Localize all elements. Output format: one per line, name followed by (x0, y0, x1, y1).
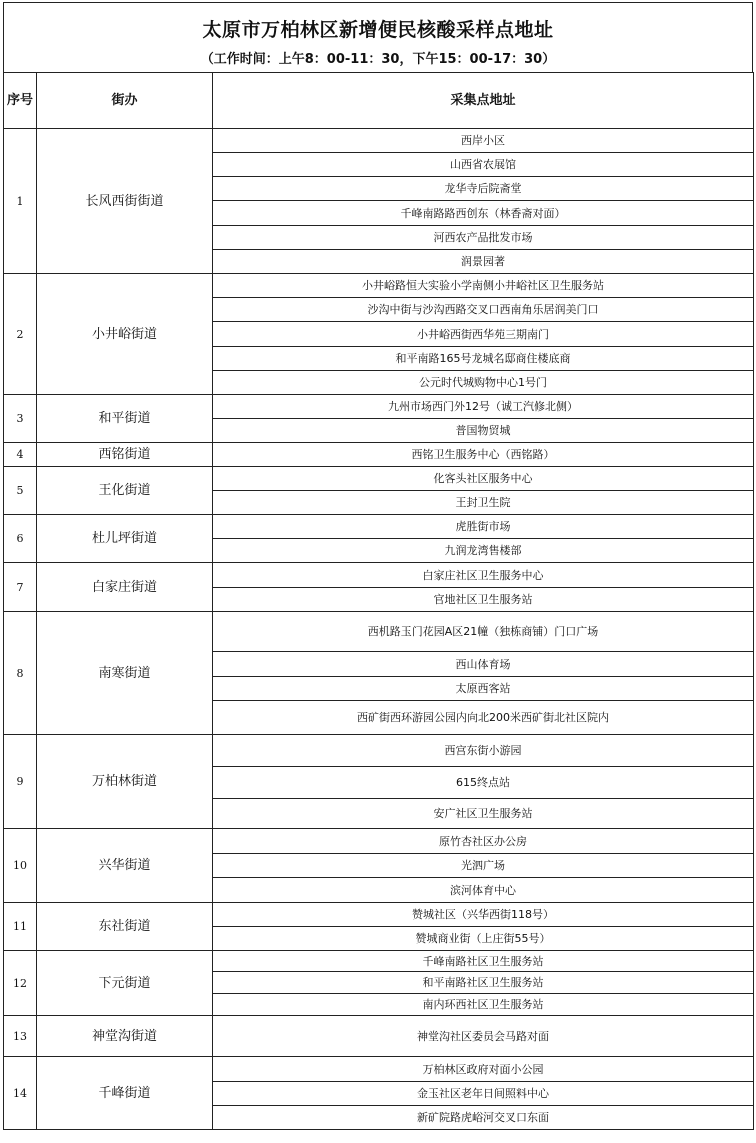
sampling-site-address: 官地社区卫生服务站 (213, 588, 754, 612)
table-row (4, 515, 754, 539)
sampling-site-address: 河西农产品批发市场 (213, 226, 754, 250)
row-number: 4 (4, 443, 37, 467)
sampling-sites-table (3, 72, 754, 1130)
row-number: 10 (4, 829, 37, 903)
table-row (4, 1057, 754, 1082)
street-office: 兴华街道 (37, 829, 213, 903)
sampling-site-address: 西岸小区 (213, 129, 754, 153)
sampling-site-address: 615终点站 (213, 767, 754, 799)
sampling-site-address: 赞城社区（兴华西街118号） (213, 903, 754, 927)
sampling-site-address: 西机路玉门花园A区21幢（独栋商铺）门口广场 (213, 612, 754, 652)
row-number: 13 (4, 1016, 37, 1057)
sampling-site-address: 西宫东街小游园 (213, 735, 754, 767)
street-office: 白家庄街道 (37, 563, 213, 612)
sampling-site-address: 原竹杏社区办公房 (213, 829, 754, 854)
street-office: 千峰街道 (37, 1057, 213, 1130)
page-title: 太原市万柏林区新增便民核酸采样点地址 (202, 19, 554, 41)
street-office: 长风西街街道 (37, 129, 213, 274)
sampling-site-address: 万柏林区政府对面小公园 (213, 1057, 754, 1082)
header-address: 采集点地址 (213, 73, 754, 129)
sampling-site-address: 小井峪西街西华苑三期南门 (213, 322, 754, 347)
sampling-site-address: 虎胜街市场 (213, 515, 754, 539)
sampling-site-address: 九润龙湾售楼部 (213, 539, 754, 563)
sampling-site-address: 普国物贸城 (213, 419, 754, 443)
table-row (4, 1016, 754, 1057)
sampling-site-address: 西铭卫生服务中心（西铭路） (213, 443, 754, 467)
sampling-site-address: 光泗广场 (213, 854, 754, 878)
street-office: 杜儿坪街道 (37, 515, 213, 563)
sampling-site-address: 和平南路社区卫生服务站 (213, 972, 754, 994)
sampling-site-address: 王封卫生院 (213, 491, 754, 515)
street-office: 王化街道 (37, 467, 213, 515)
sampling-site-address: 新矿院路虎峪河交叉口东面 (213, 1106, 754, 1130)
street-office: 南寒街道 (37, 612, 213, 735)
row-number: 1 (4, 129, 37, 274)
street-office: 下元街道 (37, 951, 213, 1016)
table-row (4, 129, 754, 153)
header-no: 序号 (4, 73, 37, 129)
sampling-site-address: 滨河体育中心 (213, 878, 754, 903)
sampling-site-address: 九州市场西门外12号（诚工汽修北侧） (213, 395, 754, 419)
sampling-site-address: 赞城商业街（上庄街55号） (213, 927, 754, 951)
sampling-site-address: 安广社区卫生服务站 (213, 799, 754, 829)
table-row (4, 735, 754, 767)
table-row (4, 467, 754, 491)
row-number: 6 (4, 515, 37, 563)
table-row (4, 274, 754, 298)
sampling-site-address: 西矿街西环游园公园内向北200米西矿街北社区院内 (213, 701, 754, 735)
table-row (4, 903, 754, 927)
table-row (4, 395, 754, 419)
row-number: 2 (4, 274, 37, 395)
sampling-site-address: 千峰南路社区卫生服务站 (213, 951, 754, 972)
sampling-site-address: 南内环西社区卫生服务站 (213, 994, 754, 1016)
sampling-site-address: 神堂沟社区委员会马路对面 (213, 1016, 754, 1057)
street-office: 小井峪街道 (37, 274, 213, 395)
table-row (4, 829, 754, 854)
street-office: 万柏林街道 (37, 735, 213, 829)
header-street: 街办 (37, 73, 213, 129)
sampling-site-address: 白家庄社区卫生服务中心 (213, 563, 754, 588)
sampling-site-address: 和平南路165号龙城名邸商住楼底商 (213, 347, 754, 371)
street-office: 西铭街道 (37, 443, 213, 467)
document-header (3, 2, 753, 72)
row-number: 8 (4, 612, 37, 735)
table-row (4, 563, 754, 588)
sampling-site-address: 山西省农展馆 (213, 153, 754, 177)
sampling-site-address: 龙华寺后院斋堂 (213, 177, 754, 201)
street-office: 和平街道 (37, 395, 213, 443)
table-body (4, 129, 754, 1130)
work-hours-subtitle: （工作时间：上午8：00-11：30，下午15：00-17：30） (200, 52, 556, 67)
table-row (4, 443, 754, 467)
sampling-site-address: 西山体育场 (213, 652, 754, 677)
row-number: 3 (4, 395, 37, 443)
street-office: 东社街道 (37, 903, 213, 951)
table-header-row (4, 73, 754, 129)
sampling-site-address: 公元时代城购物中心1号门 (213, 371, 754, 395)
table-row (4, 951, 754, 972)
sampling-site-address: 化客头社区服务中心 (213, 467, 754, 491)
sampling-site-address: 小井峪路恒大实验小学南侧小井峪社区卫生服务站 (213, 274, 754, 298)
row-number: 12 (4, 951, 37, 1016)
sampling-site-address: 太原西客站 (213, 677, 754, 701)
sampling-site-address: 金玉社区老年日间照料中心 (213, 1082, 754, 1106)
row-number: 9 (4, 735, 37, 829)
row-number: 7 (4, 563, 37, 612)
sampling-site-address: 沙沟中街与沙沟西路交叉口西南角乐居润美门口 (213, 298, 754, 322)
sampling-site-address: 润景园著 (213, 250, 754, 274)
row-number: 5 (4, 467, 37, 515)
table-row (4, 612, 754, 652)
row-number: 14 (4, 1057, 37, 1130)
sampling-site-address: 千峰南路路西创东（林香斋对面） (213, 201, 754, 226)
row-number: 11 (4, 903, 37, 951)
street-office: 神堂沟街道 (37, 1016, 213, 1057)
